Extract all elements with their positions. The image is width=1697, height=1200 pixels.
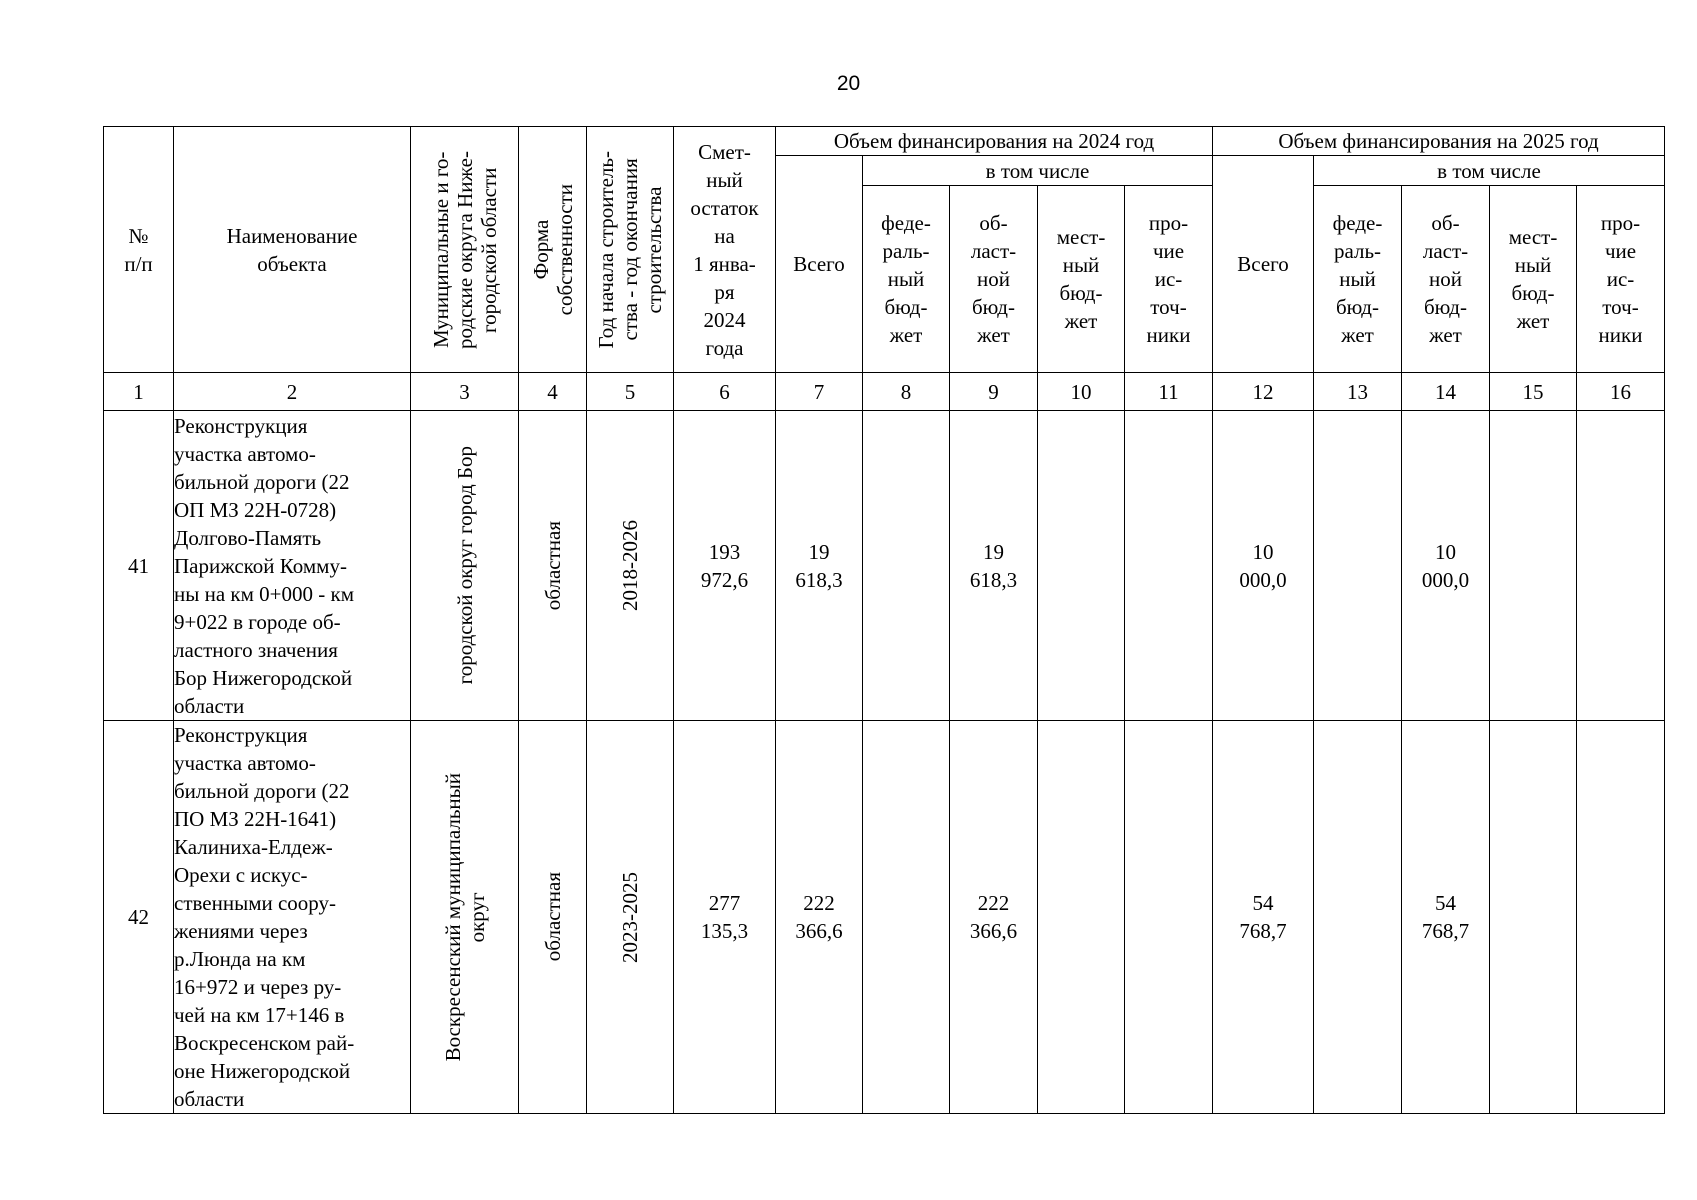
- column-number: 2: [174, 373, 411, 411]
- row-municipal-text: Воскресенский муниципальный округ: [440, 772, 489, 1062]
- row-other-2024: [1125, 721, 1213, 1114]
- column-number: 6: [674, 373, 776, 411]
- page-number: 20: [836, 72, 861, 95]
- row-years: [587, 721, 674, 1114]
- row-regional-2025: 10 000,0: [1402, 411, 1490, 721]
- row-ownership-text: областная: [540, 520, 565, 611]
- row-num: 41: [104, 411, 174, 721]
- table-row: [104, 411, 1665, 721]
- header-federal-2025: феде- раль- ный бюд- жет: [1314, 186, 1402, 373]
- row-other-2025: [1577, 411, 1665, 721]
- column-number: 12: [1213, 373, 1314, 411]
- header-ownership-text: Форма собственности: [528, 183, 577, 316]
- header-including-2024: в том числе: [863, 156, 1213, 186]
- header-other-2024: про- чие ис- точ- ники: [1125, 186, 1213, 373]
- row-federal-2024: [863, 721, 950, 1114]
- row-municipal: [411, 411, 519, 721]
- header-fin-2024: Объем финансирования на 2024 год: [776, 127, 1213, 156]
- row-regional-2024: 222 366,6: [950, 721, 1038, 1114]
- header-name: Наименование объекта: [174, 127, 411, 373]
- column-number: 9: [950, 373, 1038, 411]
- header-fin-2025: Объем финансирования на 2025 год: [1213, 127, 1665, 156]
- header-municipal-text: Муниципальные и го- родские округа Ниже- городской области: [428, 150, 501, 349]
- column-number: 15: [1490, 373, 1577, 411]
- row-regional-2025: 54 768,7: [1402, 721, 1490, 1114]
- financing-table: [103, 126, 1665, 1114]
- row-name: Реконструкция участка автомо- бильной дороги (22 ОП МЗ 22Н-0728) Долгово-Память Парижской Комму- ны на км 0+000 - км 9+022 в городе об- ластного значения Бор Нижегородской области: [174, 411, 411, 721]
- row-other-2025: [1577, 721, 1665, 1114]
- row-ownership-text: областная: [540, 872, 565, 962]
- header-num: № п/п: [104, 127, 174, 373]
- row-years-text: 2018-2026: [618, 520, 642, 611]
- row-ownership: [519, 411, 587, 721]
- header-federal-2024: феде- раль- ный бюд- жет: [863, 186, 950, 373]
- column-number: 10: [1038, 373, 1125, 411]
- row-total-2025: 54 768,7: [1213, 721, 1314, 1114]
- header-years: [587, 127, 674, 373]
- header-other-2025: про- чие ис- точ- ники: [1577, 186, 1665, 373]
- column-number: 5: [587, 373, 674, 411]
- row-local-2024: [1038, 721, 1125, 1114]
- header-years-text: Год начала строитель- ства - год окончания строительства: [594, 150, 666, 349]
- row-total-2024: 19 618,3: [776, 411, 863, 721]
- column-number: 16: [1577, 373, 1665, 411]
- row-municipal: [411, 721, 519, 1114]
- row-years: [587, 411, 674, 721]
- row-federal-2025: [1314, 411, 1402, 721]
- row-remainder: 193 972,6: [674, 411, 776, 721]
- header-total-2024: Всего: [776, 156, 863, 373]
- row-total-2024: 222 366,6: [776, 721, 863, 1114]
- column-number: 8: [863, 373, 950, 411]
- header-ownership: [519, 127, 587, 373]
- column-number: 1: [104, 373, 174, 411]
- row-local-2025: [1490, 721, 1577, 1114]
- row-local-2024: [1038, 411, 1125, 721]
- row-federal-2025: [1314, 721, 1402, 1114]
- header-local-2024: мест- ный бюд- жет: [1038, 186, 1125, 373]
- row-municipal-text: городской округ город Бор: [452, 446, 477, 685]
- column-number: 11: [1125, 373, 1213, 411]
- column-number: 7: [776, 373, 863, 411]
- column-number: 3: [411, 373, 519, 411]
- column-number: 4: [519, 373, 587, 411]
- row-num: 42: [104, 721, 174, 1114]
- header-including-2025: в том числе: [1314, 156, 1665, 186]
- column-number: 14: [1402, 373, 1490, 411]
- column-numbers-row: [104, 373, 1665, 411]
- row-ownership: [519, 721, 587, 1114]
- header-regional-2024: об- ласт- ной бюд- жет: [950, 186, 1038, 373]
- row-regional-2024: 19 618,3: [950, 411, 1038, 721]
- table-row: [104, 721, 1665, 1114]
- header-total-2025: Всего: [1213, 156, 1314, 373]
- header-local-2025: мест- ный бюд- жет: [1490, 186, 1577, 373]
- row-years-text: 2023-2025: [618, 871, 642, 963]
- header-regional-2025: об- ласт- ной бюд- жет: [1402, 186, 1490, 373]
- row-local-2025: [1490, 411, 1577, 721]
- header-municipal: [411, 127, 519, 373]
- row-other-2024: [1125, 411, 1213, 721]
- row-name: Реконструкция участка автомо- бильной дороги (22 ПО МЗ 22Н-1641) Калиниха-Елдеж- Орехи с искус- ственными соору- жениями через р.Люнда на км 16+972 и через ру- чей на км 17+146 в Воскресенском рай- оне Нижегородской области: [174, 721, 411, 1114]
- row-federal-2024: [863, 411, 950, 721]
- column-number: 13: [1314, 373, 1402, 411]
- row-remainder: 277 135,3: [674, 721, 776, 1114]
- row-total-2025: 10 000,0: [1213, 411, 1314, 721]
- header-remainder: Смет- ный остаток на 1 янва- ря 2024 года: [674, 127, 776, 373]
